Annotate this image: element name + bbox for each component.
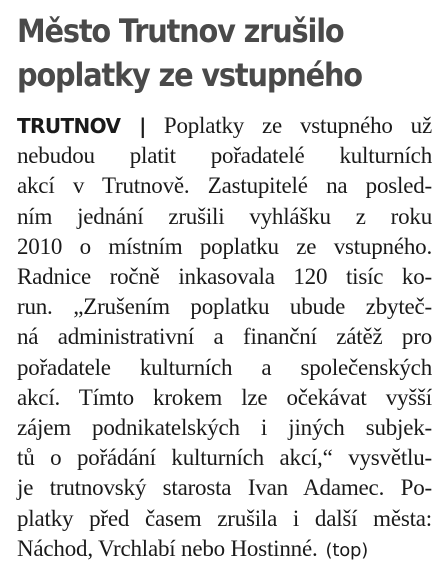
body-line-8: ná administrativní a finanční zátěž pro	[17, 324, 432, 350]
article-body	[17, 111, 432, 566]
body-line-3: akcí v Trutnově. Zastupitelé na posled-	[17, 173, 432, 199]
body-line-6: Radnice ročně inkasovala 120 tisíc ko-	[17, 264, 432, 290]
dateline: TRUTNOV |	[17, 114, 146, 138]
headline-line-2: poplatky ze vstupného	[17, 56, 362, 94]
body-line-5: 2010 o místním poplatku ze vstupného.	[17, 233, 432, 259]
body-line-14: platky před časem zrušila i další města:	[17, 505, 432, 531]
body-line-9: pořadatele kulturních a společenských	[17, 354, 432, 380]
body-line-10: akcí. Tímto krokem lze očekávat vyšší	[17, 384, 432, 410]
body-line-13: je trutnovský starosta Ivan Adamec. Po-	[17, 475, 432, 501]
body-line-1	[17, 111, 432, 141]
article-headline	[17, 9, 391, 97]
headline-line-1: Město Trutnov zrušilo	[17, 12, 344, 50]
body-line-7: run. „Zrušením poplatku ubude zbyteč-	[17, 294, 432, 320]
author-signature: (top)	[325, 539, 369, 561]
body-line-12: tů o pořádání kulturních akcí,“ vysvětlu-	[17, 445, 432, 471]
body-line-11: zájem podnikatelských i jiných subjek-	[17, 415, 432, 441]
body-line-1-text: Poplatky ze vstupného už	[163, 113, 432, 138]
body-line-2: nebudou platit pořadatelé kulturních	[17, 143, 432, 169]
body-line-4: ním jednání zrušili vyhlášku z roku	[17, 203, 432, 229]
body-line-15-text: Náchod, Vrchlabí nebo Hostinné.	[17, 535, 318, 561]
body-line-15	[17, 534, 432, 566]
news-article	[17, 9, 432, 566]
